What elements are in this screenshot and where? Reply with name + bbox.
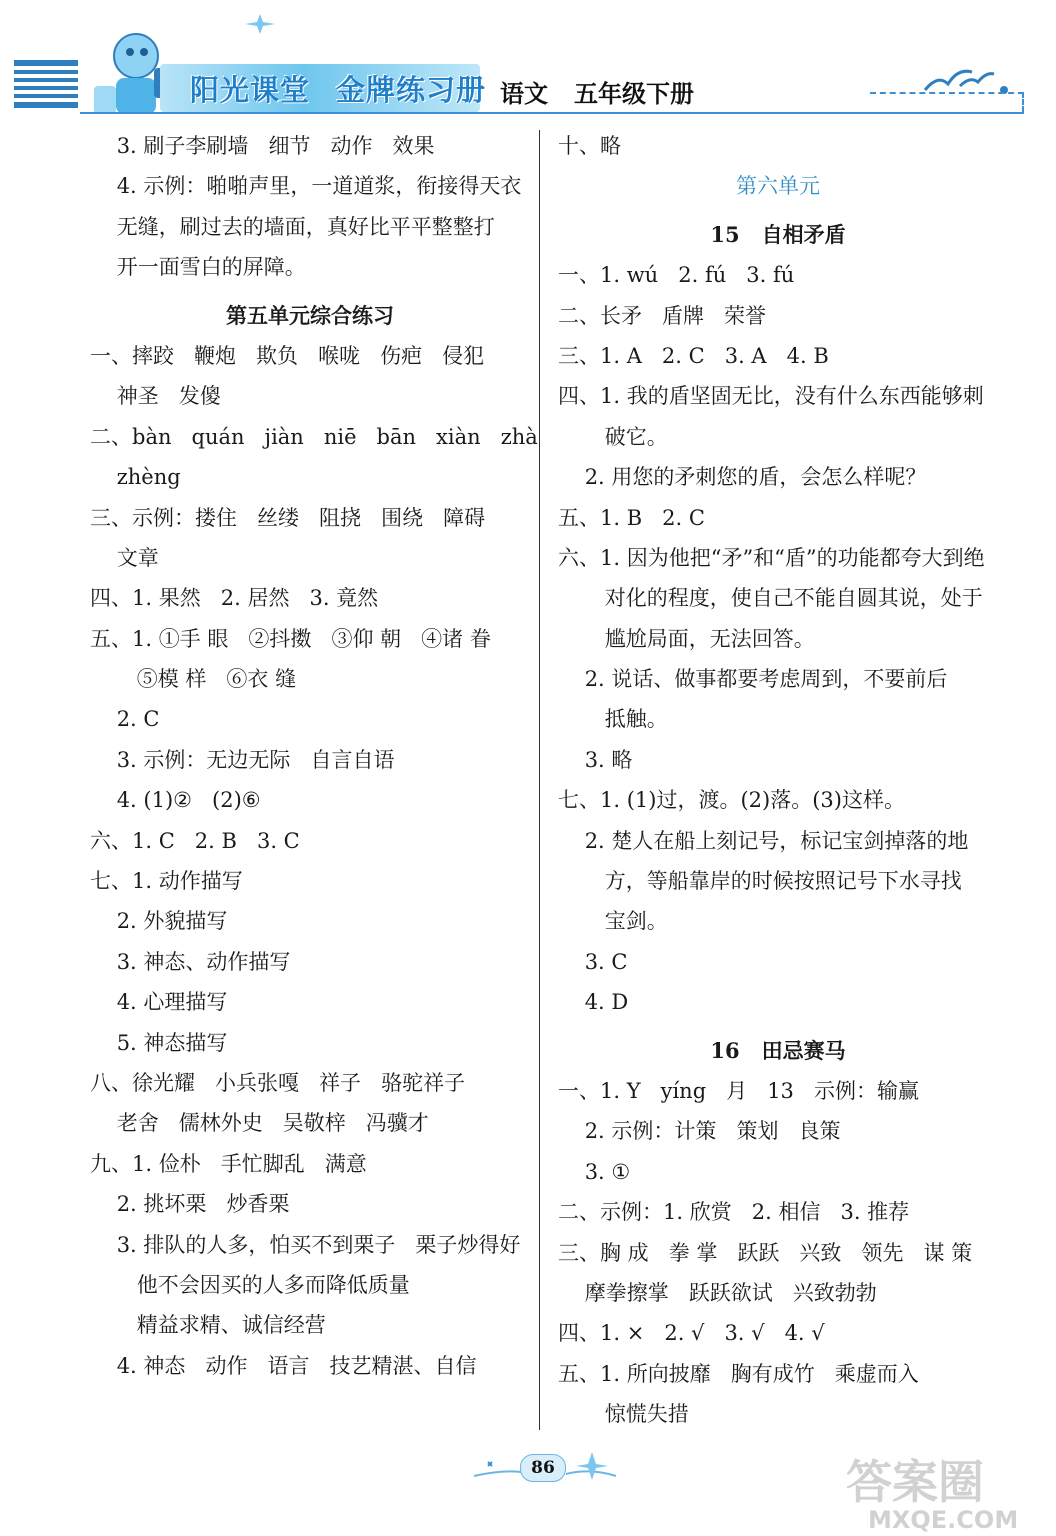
section-title: 第五单元综合练习 <box>226 302 394 328</box>
answer-line: 五、1. ①手 眼 ②抖擞 ③仰 朝 ④诸 眷 <box>90 626 491 651</box>
answer-line: 2. 楚人在船上刻记号，标记宝剑掉落的地 <box>558 828 969 853</box>
svg-text:答案圈: 答案圈 <box>846 1455 984 1509</box>
brand-left: 阳光课堂 <box>190 73 311 107</box>
brand-title <box>190 68 486 109</box>
answer-line: 3. C <box>558 949 628 974</box>
answer-line: 二、bàn quán jiàn niē bān xiàn zhà <box>90 424 538 449</box>
answer-line: 3. ① <box>558 1159 631 1184</box>
subject-grade <box>500 74 694 109</box>
answer-line: 2. 示例：计策 策划 良策 <box>558 1119 841 1144</box>
section-gap <box>90 288 530 296</box>
section-gap <box>558 207 998 215</box>
answer-line: 他不会因买的人多而降低质量 <box>90 1272 410 1297</box>
answer-line: 3. 示例：无边无际 自言自语 <box>90 747 395 772</box>
answer-line: 3. 排队的人多，怕买不到栗子 栗子炒得好 <box>90 1232 521 1257</box>
header-dashed-corner <box>1022 92 1024 112</box>
answer-line: 十、略 <box>558 134 621 158</box>
answer-line: 二、示例：1. 欣赏 2. 相信 3. 推荐 <box>558 1200 910 1225</box>
answer-line: 4. (1)② (2)⑥ <box>90 788 261 813</box>
answer-line: 五、1. B 2. C <box>558 505 705 530</box>
sparkle-icon <box>245 14 275 34</box>
header-stripes <box>14 60 78 112</box>
section-title: 16 田忌赛马 <box>710 1037 846 1063</box>
answer-line: 3. 刷子李刷墙 细节 动作 效果 <box>90 134 435 158</box>
left-column <box>90 126 538 1386</box>
answer-line: 三、示例：搂住 丝缕 阻挠 围绕 障碍 <box>90 505 486 530</box>
answer-line: 六、1. C 2. B 3. C <box>90 828 300 853</box>
answer-line: 八、徐光耀 小兵张嘎 祥子 骆驼祥子 <box>90 1070 466 1095</box>
answer-line: 精益求精、诚信经营 <box>90 1313 326 1338</box>
page-number: 86 <box>520 1454 566 1482</box>
answer-line: 一、摔跤 鞭炮 欺负 喉咙 伤疤 侵犯 <box>90 343 485 368</box>
header-rule <box>80 112 1024 114</box>
answer-line: ⑤模 样 ⑥衣 缝 <box>90 667 297 692</box>
column-divider <box>539 130 540 1430</box>
answer-line: 九、1. 俭朴 手忙脚乱 满意 <box>90 1151 367 1176</box>
subject-label: 语文 <box>500 80 548 108</box>
answer-line: 五、1. 所向披靡 胸有成竹 乘虚而入 <box>558 1361 919 1386</box>
header-dashed-rule <box>870 92 1024 94</box>
answer-line: 4. 示例：啪啪声里，一道道浆，衔接得天衣 <box>90 174 522 199</box>
answer-line: 惊慌失措 <box>558 1402 689 1427</box>
answer-line: 文章 <box>90 545 159 570</box>
page-footer <box>470 1446 620 1486</box>
answer-line: 2. 用您的矛刺您的盾，会怎么样呢？ <box>558 465 927 490</box>
answer-line: 三、1. A 2. C 3. A 4. B <box>558 343 829 368</box>
answer-line: 尴尬局面，无法回答。 <box>558 626 815 651</box>
answer-line: 摩拳擦掌 跃跃欲试 兴致勃勃 <box>558 1280 877 1305</box>
page-header <box>0 0 1056 130</box>
right-column <box>558 126 998 1435</box>
unit-title: 第六单元 <box>736 174 820 199</box>
answer-line: 宝剑。 <box>558 909 668 934</box>
answer-line: 开一面雪白的屏障。 <box>90 255 306 280</box>
section-gap <box>558 1023 998 1031</box>
answer-line: zhèng <box>90 465 181 490</box>
answer-line: 4. D <box>558 990 629 1015</box>
answer-line: 七、1. 动作描写 <box>90 869 243 894</box>
answer-line: 六、1. 因为他把“矛”和“盾”的功能都夸大到绝 <box>558 545 985 570</box>
answer-line: 2. 说话、做事都要考虑周到，不要前后 <box>558 667 948 692</box>
watermark-logo-icon <box>838 1448 1048 1534</box>
answer-line: 4. 心理描写 <box>90 990 228 1015</box>
answer-line: 七、1. (1)过，渡。(2)落。(3)这样。 <box>558 788 905 813</box>
answer-line: 5. 神态描写 <box>90 1030 228 1055</box>
answer-line: 老舍 儒林外史 吴敬梓 冯骥才 <box>90 1111 429 1136</box>
section-title: 15 自相矛盾 <box>710 221 846 247</box>
answer-line: 3. 略 <box>558 747 633 772</box>
answer-line: 一、1. wú 2. fú 3. fú <box>558 263 795 288</box>
answer-line: 二、长矛 盾牌 荣誉 <box>558 303 767 328</box>
answer-line: 方，等船靠岸的时候按照记号下水寻找 <box>558 869 962 894</box>
birds-icon <box>920 60 1010 100</box>
answer-line: 无缝，刷过去的墙面，真好比平平整整打 <box>90 214 495 239</box>
answer-line: 三、胸 成 拳 掌 跃跃 兴致 领先 谋 策 <box>558 1240 973 1265</box>
answer-line: 破它。 <box>558 424 668 449</box>
answer-line: 2. 外貌描写 <box>90 909 228 934</box>
answer-line: 神圣 发傻 <box>90 384 221 409</box>
answer-line: 3. 神态、动作描写 <box>90 949 291 974</box>
brand-right: 金牌练习册 <box>336 73 487 107</box>
answer-line: 2. 挑坏栗 炒香栗 <box>90 1192 290 1217</box>
answer-line: 四、1. 果然 2. 居然 3. 竟然 <box>90 586 379 611</box>
answer-line: 2. C <box>90 707 160 732</box>
grade-label: 五年级下册 <box>574 80 694 108</box>
svg-text:MXQE.COM: MXQE.COM <box>868 1506 1019 1534</box>
answer-line: 四、1. × 2. √ 3. √ 4. √ <box>558 1321 825 1346</box>
answer-line: 四、1. 我的盾坚固无比，没有什么东西能够刺 <box>558 384 984 409</box>
answer-line: 抵触。 <box>558 707 668 732</box>
answer-line: 对化的程度，使自己不能自圆其说，处于 <box>558 586 983 611</box>
answer-line: 4. 神态 动作 语言 技艺精湛、自信 <box>90 1353 477 1378</box>
answer-line: 一、1. Y yíng 月 13 示例：输赢 <box>558 1078 919 1103</box>
